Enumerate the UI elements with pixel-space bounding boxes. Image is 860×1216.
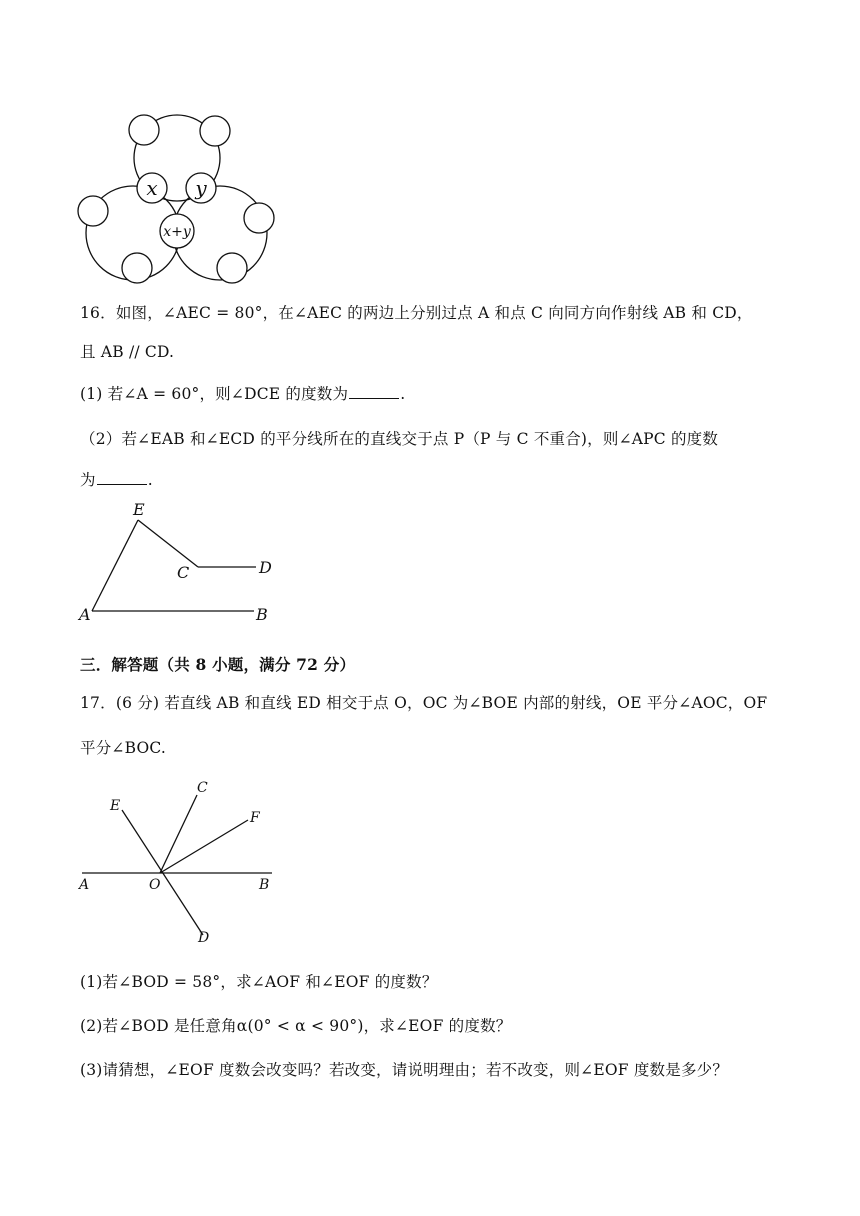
point-C: C bbox=[177, 563, 190, 582]
point-A-fig3: A bbox=[79, 877, 90, 893]
q16-part1 bbox=[80, 383, 405, 405]
small-circle-top-left bbox=[129, 115, 159, 145]
point-D: D bbox=[259, 558, 272, 577]
q16-part2: （2）若∠EAB 和∠ECD 的平分线所在的直线交于点 P（P 与 C 不重合)，则∠APC 的度数 bbox=[80, 430, 719, 448]
angle-figure-q16 bbox=[70, 495, 290, 630]
segment-EC bbox=[138, 520, 198, 567]
point-D-fig3: D bbox=[198, 930, 210, 946]
q17-part2: (2)若∠BOD 是任意角α(0° < α < 90°)，求∠EOF 的度数？ bbox=[80, 1017, 512, 1035]
q17-line1: 17．(6 分) 若直线 AB 和直线 ED 相交于点 O，OC 为∠BOE 内部的射线，OE 平分∠AOC，OF bbox=[80, 694, 768, 712]
q17-line2: 平分∠BOC. bbox=[80, 739, 167, 757]
label-x-plus-y: x+y bbox=[163, 224, 191, 240]
q17-part1: (1)若∠BOD = 58°，求∠AOF 和∠EOF 的度数？ bbox=[80, 973, 438, 991]
point-E: E bbox=[133, 500, 145, 519]
point-F-fig3: F bbox=[250, 810, 260, 826]
small-circle-bottom-left bbox=[122, 253, 152, 283]
answer-blank-2[interactable] bbox=[97, 470, 147, 485]
label-y: y bbox=[195, 176, 207, 200]
q16-part2-cont-text: 为 bbox=[80, 471, 96, 489]
q16-part1-end: . bbox=[400, 385, 406, 403]
answer-blank-1[interactable] bbox=[349, 384, 399, 399]
point-O-fig3: O bbox=[149, 877, 161, 893]
label-x: x bbox=[146, 176, 158, 200]
point-B: B bbox=[256, 605, 268, 624]
q16-line1: 16．如图，∠AEC = 80°，在∠AEC 的两边上分别过点 A 和点 C 向同方向作射线 AB 和 CD， bbox=[80, 304, 753, 322]
small-circle-top-right bbox=[200, 116, 230, 146]
point-C-fig3: C bbox=[197, 780, 208, 796]
q17-part3: (3)请猜想，∠EOF 度数会改变吗？若改变，请说明理由；若不改变，则∠EOF 度数是多少？ bbox=[80, 1061, 729, 1079]
small-circle-bottom-right bbox=[217, 253, 247, 283]
small-circle-right bbox=[244, 203, 274, 233]
point-A: A bbox=[79, 605, 91, 624]
q16-line2: 且 AB // CD. bbox=[80, 343, 175, 361]
section3-title: 三．解答题（共 8 小题，满分 72 分） bbox=[80, 655, 356, 674]
intersecting-lines-figure bbox=[70, 770, 285, 950]
circle-puzzle-figure bbox=[70, 100, 285, 290]
q16-part1-text: (1) 若∠A = 60°，则∠DCE 的度数为 bbox=[80, 385, 349, 403]
small-circle-left bbox=[78, 196, 108, 226]
q16-part2-end: . bbox=[147, 471, 153, 489]
segment-AE bbox=[92, 520, 138, 611]
point-E-fig3: E bbox=[110, 798, 121, 814]
q16-part2-cont bbox=[80, 469, 153, 491]
point-B-fig3: B bbox=[259, 877, 270, 893]
